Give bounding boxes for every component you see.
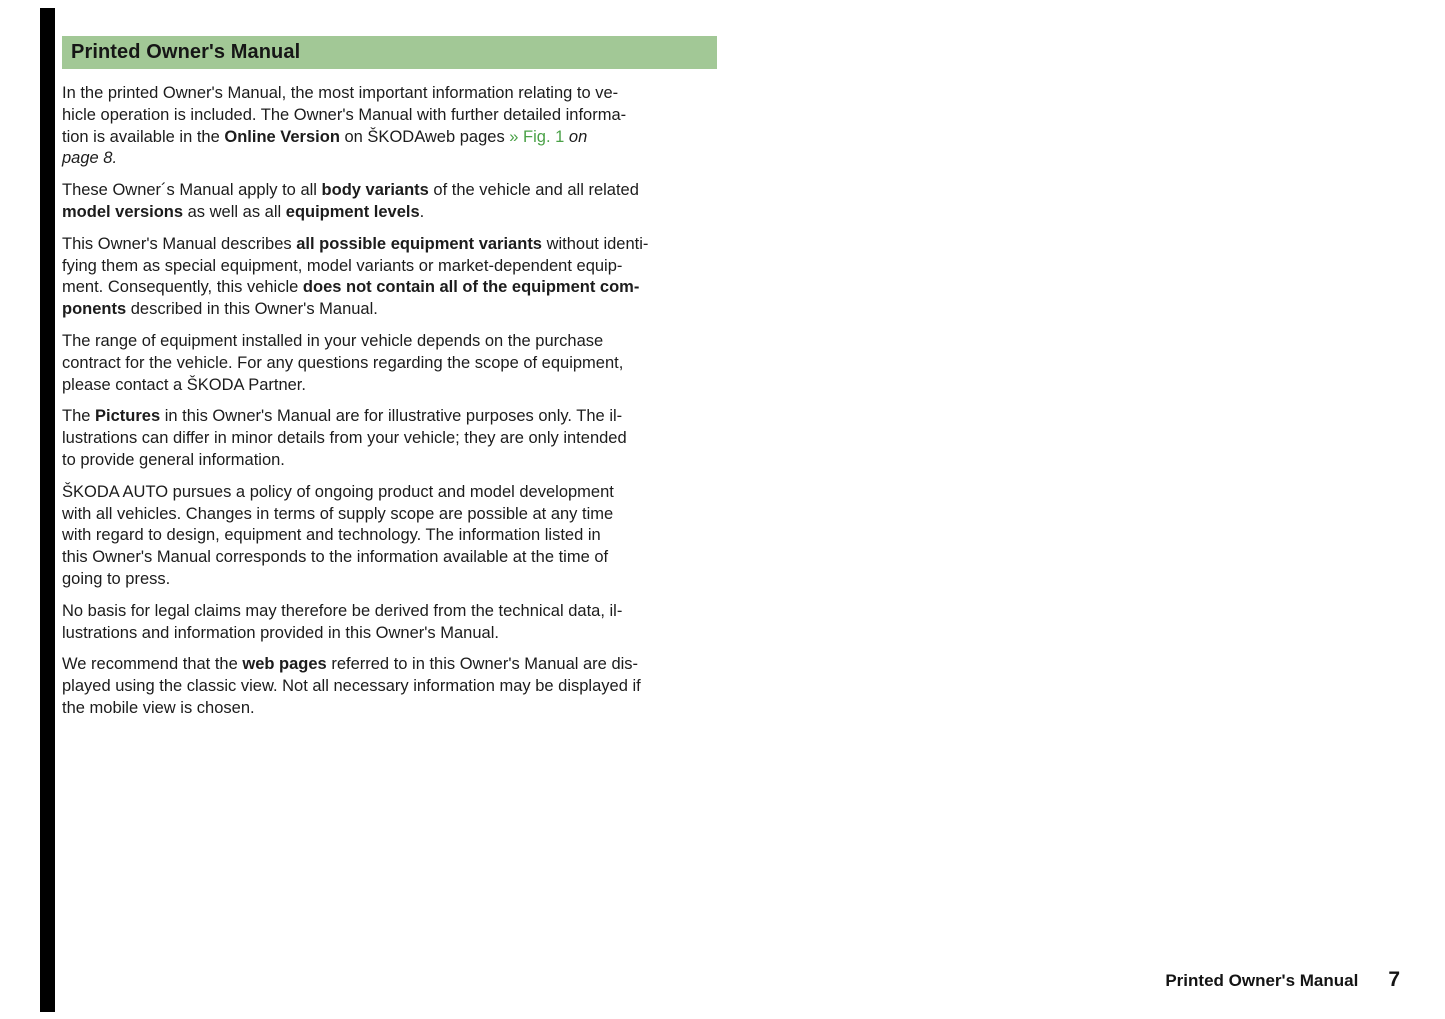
body-paragraphs [62, 83, 717, 720]
paragraph [62, 654, 717, 719]
text-segment: on page 8. [62, 127, 588, 168]
page-footer [1165, 968, 1400, 992]
paragraph [62, 601, 717, 645]
text-segment: In the printed Owner's Manual, the most important information relating to ve- hicle operation is included. The Owner's Manual with further detailed informa- tion is available in the [62, 84, 627, 146]
text-segment: model versions [62, 202, 184, 221]
text-segment: in this Owner's Manual are for illustrative purposes only. The il- lustrations can differ in minor details from your vehicle; they are only intended to provide general information. [62, 407, 627, 469]
text-segment: equipment levels [285, 202, 420, 221]
text-segment: of the vehicle and all related [433, 181, 639, 200]
text-segment: The [62, 407, 96, 426]
text-segment: web pages [242, 655, 327, 674]
content-column [62, 36, 717, 730]
text-segment: We recommend that the [62, 655, 243, 674]
page-edge-bar [40, 8, 55, 1012]
text-segment: without identi- fying them as special equipment, model variants or market-dependent equip- ment. Consequently, this vehicle [62, 234, 649, 297]
text-segment: ŠKODA AUTO pursues a policy of ongoing product and model development with all vehicles. Changes in terms of supply scope are possible at any time with regard to design, equipment and technology. The information listed in this Owner's Manual corresponds to the information available at the time of going to press. [62, 482, 614, 588]
text-segment: on ŠKODAweb pages [339, 127, 510, 146]
section-title: Printed Owner's Manual [71, 41, 301, 63]
text-segment: does not contain all of the equipment com- ponents [62, 278, 640, 319]
text-segment: This Owner's Manual describes [62, 234, 297, 253]
paragraph [62, 83, 717, 170]
text-segment: No basis for legal claims may therefore be derived from the technical data, il- lustrations and information provided in this Owner's Manual. [62, 601, 623, 642]
text-segment: referred to in this Owner's Manual are dis- played using the classic view. Not all necessary information may be displayed if the mobile view is chosen. [62, 655, 641, 717]
text-segment: Online Version [224, 127, 340, 146]
text-segment: Pictures [95, 407, 161, 426]
paragraph [62, 234, 717, 321]
text-segment: These Owner´s Manual apply to all [62, 181, 322, 200]
text-segment: . [419, 202, 425, 221]
paragraph [62, 180, 717, 224]
text-segment: all possible equipment variants [296, 234, 542, 253]
text-segment: as well as all [183, 202, 286, 221]
text-segment: described in this Owner's Manual. [126, 300, 378, 319]
footer-page-number: 7 [1388, 968, 1400, 991]
text-segment: body variants [321, 181, 429, 200]
paragraph [62, 482, 717, 591]
footer-section-label: Printed Owner's Manual [1165, 971, 1359, 990]
text-segment: The range of equipment installed in your vehicle depends on the purchase contract for the vehicle. For any questions regarding the scope of equipment, please contact a ŠKODA Partner. [62, 331, 624, 394]
section-header [62, 36, 717, 69]
paragraph [62, 406, 717, 471]
paragraph [62, 331, 717, 396]
fig-reference-link[interactable]: » Fig. 1 [509, 127, 565, 146]
